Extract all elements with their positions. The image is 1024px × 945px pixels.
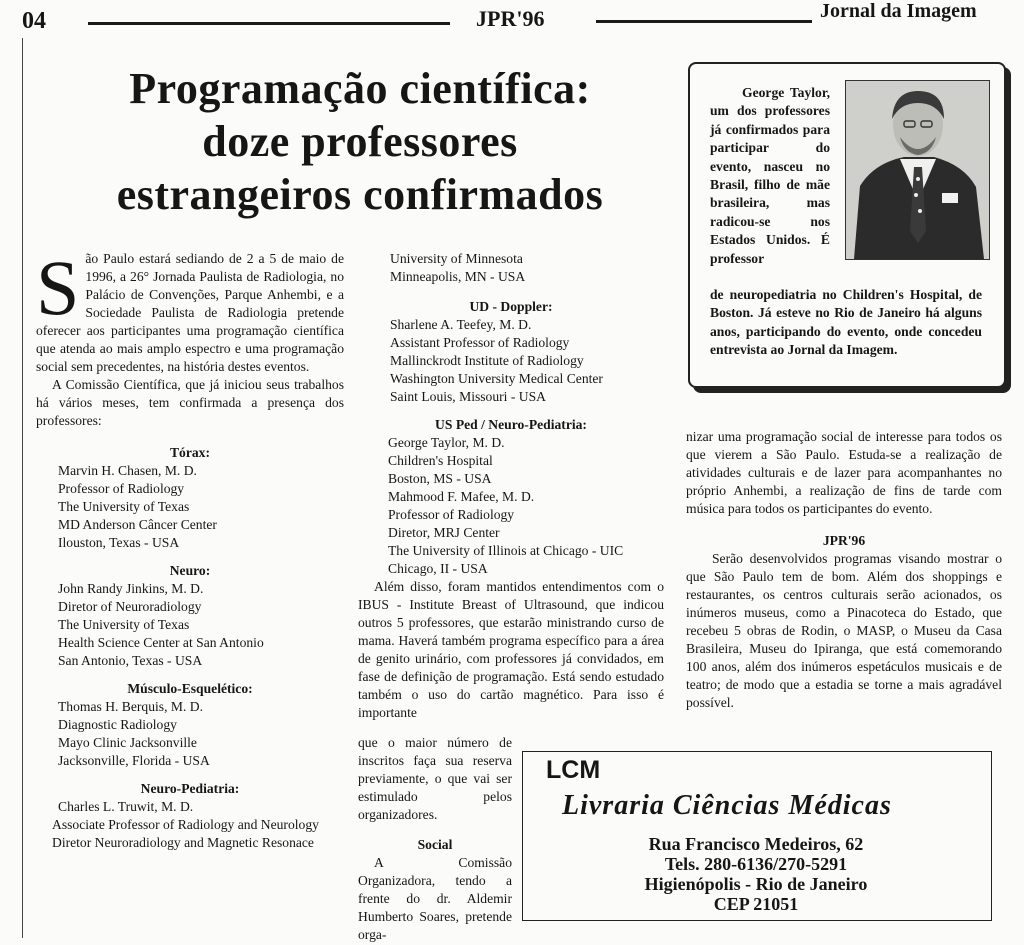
section-list — [36, 580, 344, 670]
social-paragraph: A Comissão Organizadora, tendo a frente do dr. Aldemir Humberto Soares, pretende orga- — [358, 855, 512, 942]
ibus-cont: que o maior número de inscritos faça sua reserva previamente, o que vai ser estimulado pelos organizadores. — [358, 735, 512, 822]
list-line: Jacksonville, Florida - USA — [58, 753, 210, 768]
list-line: John Randy Jinkins, M. D. — [58, 581, 204, 596]
usped-list — [358, 434, 664, 578]
ad-city: Higienópolis - Rio de Janeiro — [644, 874, 868, 894]
ad-logo: LCM — [546, 756, 601, 784]
header-rule-left — [88, 22, 450, 25]
col1-tail-2: Diretor Neuroradiology and Magnetic Resonace — [52, 835, 314, 850]
list-line: Mayo Clinic Jacksonville — [58, 735, 197, 750]
drop-cap: S — [36, 244, 80, 331]
title-line-1: Programação científica: — [129, 64, 591, 113]
column-3 — [686, 428, 1002, 712]
list-line: Marvin H. Chasen, M. D. — [58, 463, 197, 478]
section-list — [36, 698, 344, 770]
jpr-paragraph: Serão desenvolvidos programas visando mostrar o que São Paulo tem de bom. Além dos shoppings e restaurantes, os centros culturais serão acionados, os inúmeros museus, como a Pinacoteca do Estado, que recebeu 5 obras de Rodin, o MASP, o Museu da Casa Brasileira, Museu do Ipiranga, que está comemorando 100 anos, além dos inúmeros espetáculos musicais e de teatro; de modo que a estadia se torne a mais agradável possível. — [686, 551, 1002, 710]
title-line-2: doze professores — [202, 117, 518, 166]
ad-details — [522, 834, 990, 914]
list-line: Professor of Radiology — [58, 481, 185, 496]
column-2-narrow — [358, 734, 512, 944]
list-line: Assistant Professor of Radiology — [390, 335, 570, 350]
list-line: The University of Illinois at Chicago - UIC — [388, 543, 624, 558]
intro-text: ão Paulo estará sediando de 2 a 5 de maio de 1996, a 26° Jornada Paulista de Radiologia, no Palácio de Convenções, Parque Anhembi, e a Sociedade Paulista de Radiologia pretende oferecer aos participantes uma programação científica que atenda ao mais amplo espectro e uma programação social sem precedentes, na história destes eventos. — [36, 251, 344, 374]
ad-phones: Tels. 280-6136/270-5291 — [664, 854, 848, 874]
publication-name: Jornal da Imagem — [820, 0, 977, 22]
page-number: 04 — [22, 8, 46, 34]
ud-list — [358, 316, 664, 406]
ad-address: Rua Francisco Medeiros, 62 — [648, 834, 864, 854]
commission-paragraph: A Comissão Científica, que já iniciou seus trabalhos há vários meses, tem confirmada a presença dos professores: — [36, 377, 344, 428]
list-line: The University of Texas — [58, 499, 190, 514]
usped-heading: US Ped / Neuro-Pediatria: — [435, 417, 587, 432]
list-line: Thomas H. Berquis, M. D. — [58, 699, 203, 714]
list-line: Washington University Medical Center — [390, 371, 603, 386]
col3-paragraph: nizar uma programação social de interesse para todos os que vierem a São Paulo. Estuda-se a realização de atividades culturais e de lazer para acompanhantes no próprio Anhembi, a realização de fins de tarde com música para todos os participantes do evento. — [686, 429, 1002, 516]
list-line: Diretor, MRJ Center — [388, 525, 500, 540]
section-list — [36, 798, 344, 816]
ad-cep: CEP 21051 — [713, 894, 799, 914]
article-title — [40, 62, 680, 221]
list-line: Mallinckrodt Institute of Radiology — [390, 353, 584, 368]
section-heading: Neuro-Pediatria: — [140, 781, 240, 796]
column-1 — [36, 244, 344, 852]
list-line: Ilouston, Texas - USA — [58, 535, 180, 550]
title-line-3: estrangeiros confirmados — [116, 170, 604, 219]
list-line: Charles L. Truwit, M. D. — [58, 799, 194, 814]
list-line: Saint Louis, Missouri - USA — [390, 389, 546, 404]
list-line: Chicago, II - USA — [388, 561, 488, 576]
sidebar-bio-wide: de neuropediatria no Children's Hospital, de Boston. Já esteve no Rio de Janeiro há alguns anos, participando do evento, onde concedeu entrevista ao Jornal da Imagem. — [710, 287, 982, 358]
issue-label: JPR'96 — [476, 6, 545, 31]
section-list — [36, 462, 344, 552]
list-line: Mahmood F. Mafee, M. D. — [388, 489, 535, 504]
list-line: Boston, MS - USA — [388, 471, 492, 486]
list-line: George Taylor, M. D. — [388, 435, 505, 450]
ibus-paragraph: Além disso, foram mantidos entendimentos com o IBUS - Institute Breast of Ultrasound, que indicou outros 5 professores, que estarão ministrando curso de mama. Haverá também programa específico para a área de genito urinário, com professores já convidados, em fase de definição de programação. Está sendo estudado também o uso do cartão magnético. Para isso é importante — [358, 579, 664, 720]
section-heading: Neuro: — [169, 563, 211, 578]
section-heading: Músculo-Esquelético: — [127, 681, 253, 696]
list-line: Diretor of Neuroradiology — [58, 599, 202, 614]
col1-tail-1: Associate Professor of Radiology and Neurology — [52, 817, 319, 832]
page-frame-left — [22, 38, 23, 938]
column-2 — [358, 250, 664, 722]
ad-store-name: Livraria Ciências Médicas — [562, 790, 892, 821]
social-heading: Social — [417, 837, 453, 852]
list-line: The University of Texas — [58, 617, 190, 632]
person-photo-icon — [846, 81, 989, 259]
jpr-heading: JPR'96 — [822, 533, 866, 548]
list-line: Professor of Radiology — [388, 507, 515, 522]
list-line: Minneapolis, MN - USA — [390, 269, 526, 284]
intro-paragraph — [36, 244, 344, 376]
list-line: Health Science Center at San Antonio — [58, 635, 264, 650]
sidebar-bio-narrow: George Taylor, um dos professores já confirmados para participar do evento, nasceu no Brasil, filho de mãe brasileira, mas radicou-se nos Estados Unidos. É professor — [710, 85, 830, 266]
list-line: Diagnostic Radiology — [58, 717, 177, 732]
header-rule-right — [596, 20, 812, 23]
list-line: Children's Hospital — [388, 453, 493, 468]
section-heading: Tórax: — [169, 445, 211, 460]
ud-heading: UD - Doppler: — [469, 299, 553, 314]
list-line: San Antonio, Texas - USA — [58, 653, 203, 668]
col1-sections — [36, 444, 344, 816]
sidebar-photo — [845, 80, 990, 260]
list-line: University of Minnesota — [390, 251, 523, 266]
list-line: MD Anderson Câncer Center — [58, 517, 217, 532]
list-line: Sharlene A. Teefey, M. D. — [390, 317, 532, 332]
col2-top — [358, 250, 664, 286]
